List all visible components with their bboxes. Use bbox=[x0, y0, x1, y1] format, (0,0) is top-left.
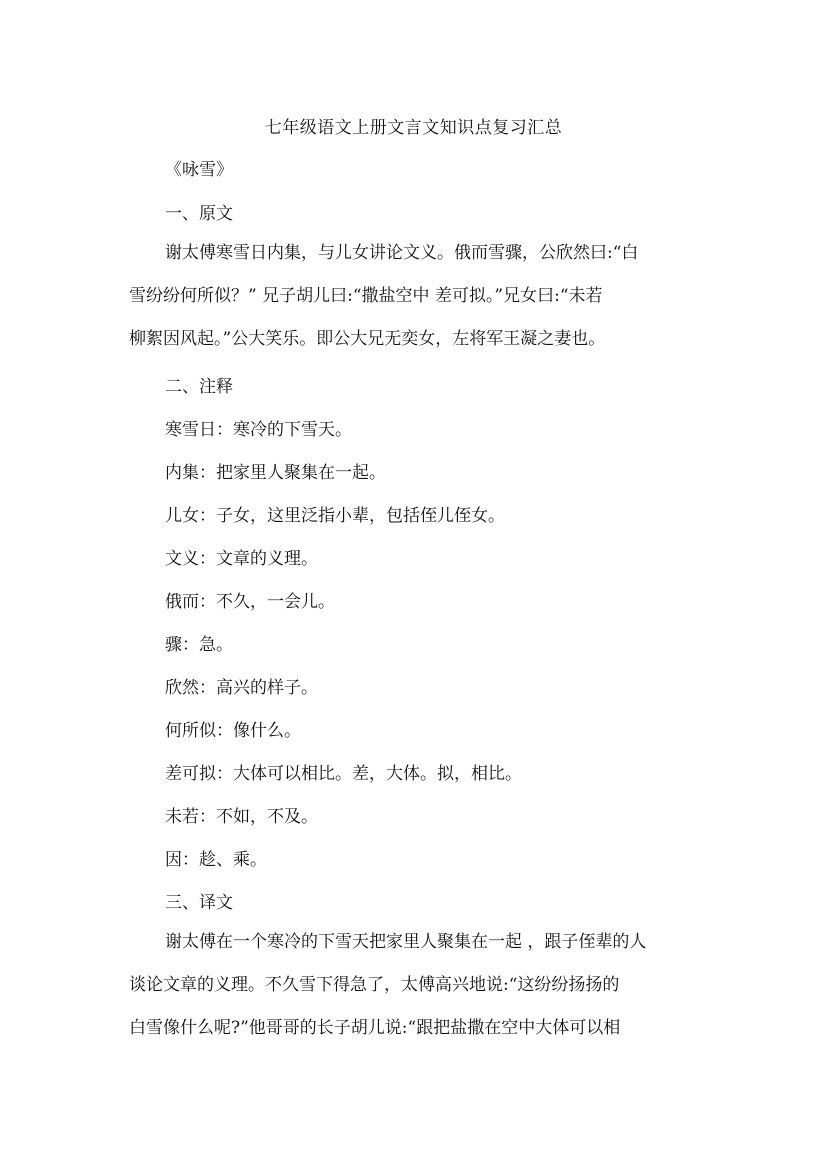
note-item: 欣然：高兴的样子。 bbox=[165, 678, 318, 698]
note-item: 何所似：像什么。 bbox=[165, 721, 301, 741]
original-text-line: 柳絮因风起。”公大笑乐。即公大兄无奕女，左将军王凝之妻也。 bbox=[129, 329, 606, 349]
original-text-line: 雪纷纷何所似？” 兄子胡儿曰:“撒盐空中 差可拟。”兄女曰:“未若 bbox=[129, 286, 603, 306]
original-text-line: 谢太傅寒雪日内集，与儿女讲论文义。俄而雪骤，公欣然曰:“白 bbox=[165, 243, 639, 263]
translation-line: 谢太傅在一个寒冷的下雪天把家里人聚集在一起 ，跟子侄辈的人 bbox=[165, 932, 647, 952]
note-item: 内集：把家里人聚集在一起。 bbox=[165, 463, 386, 483]
section-heading-translation: 三、译文 bbox=[165, 893, 233, 913]
note-item: 寒雪日：寒冷的下雪天。 bbox=[165, 420, 352, 440]
section-heading-original: 一、原文 bbox=[165, 204, 233, 224]
section-heading-notes: 二、注释 bbox=[165, 377, 233, 397]
translation-paragraph bbox=[129, 921, 698, 1050]
note-item: 未若：不如，不及。 bbox=[165, 807, 318, 827]
poem-title: 《咏雪》 bbox=[165, 160, 233, 180]
original-text-paragraph bbox=[129, 232, 698, 361]
note-item: 因：趁、乘。 bbox=[165, 850, 267, 870]
note-item: 文义：文章的义理。 bbox=[165, 549, 318, 569]
translation-line: 谈论文章的义理。不久雪下得急了，太傅高兴地说:“这纷纷扬扬的 bbox=[129, 975, 620, 995]
document-title: 七年级语文上册文言文知识点复习汇总 bbox=[264, 118, 563, 138]
note-item: 差可拟：大体可以相比。差，大体。拟，相比。 bbox=[165, 764, 522, 784]
note-item: 骤：急。 bbox=[165, 635, 233, 655]
translation-line: 白雪像什么呢?”他哥哥的长子胡儿说:“跟把盐撒在空中大体可以相 bbox=[129, 1018, 621, 1038]
note-item: 俄而：不久，一会儿。 bbox=[165, 592, 335, 612]
note-item: 儿女：子女，这里泛指小辈，包括侄儿侄女。 bbox=[165, 506, 505, 526]
